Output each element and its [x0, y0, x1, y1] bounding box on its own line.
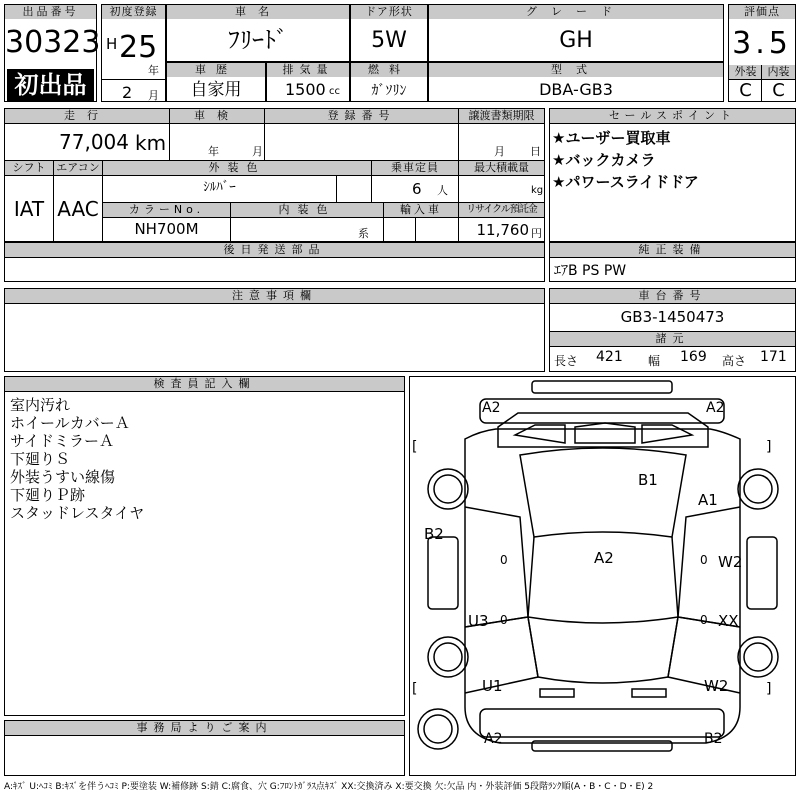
width-label: 幅 [648, 354, 661, 368]
inspector-note: スタッドレスタイヤ [10, 504, 145, 522]
chassis-number: GB3-1450473 [620, 308, 725, 326]
office-box [4, 720, 405, 776]
chassis-label: 車台番号 [550, 289, 795, 304]
chassis-box [549, 288, 796, 372]
later-parts-label: 後日発送部品 [5, 243, 544, 258]
equipment-value: ｴｱB PS PW [554, 263, 627, 279]
mark-u3: U3 [468, 612, 489, 630]
door-box [350, 4, 428, 62]
shift: IAT [13, 197, 45, 221]
legend: A:ｷｽﾞ U:ﾍｺﾐ B:ｷｽﾞを伴うﾍｺﾐ P:要塗装 W:補修跡 S:錆 C:腐食、穴 G:ﾌﾛﾝﾄｶﾞﾗｽ点ｷｽﾞ XX:交換済み X:要交換 欠:欠品 内・外装評価 5段階ﾗﾝｸ順(A・B・C・D・E) 2 [4, 782, 654, 792]
max-load-label: 最大積載量 [459, 161, 544, 175]
grade-label: グレード [429, 5, 723, 19]
mark-u1: U1 [482, 677, 503, 695]
inspector-note: ホイールカバーＡ [10, 414, 130, 432]
displacement: 1500 [285, 80, 326, 99]
ac-label: エアコン [54, 161, 102, 175]
bracket-right-top: ] [766, 439, 772, 455]
first-registration-label: 初度登録 [102, 5, 165, 19]
shift-label: シフト [5, 161, 53, 175]
fuel-label: 燃料 [351, 63, 427, 77]
height: 171 [760, 349, 787, 365]
mark-zero-right-2: 0 [700, 613, 708, 627]
sales-point-item: ★バックカメラ [552, 151, 656, 169]
inspection-label: 車検 [170, 109, 264, 123]
mark-a2-center: A2 [594, 549, 614, 567]
inspector-note: 外装うすい線傷 [10, 468, 116, 486]
exterior-grade-label: 外装 [729, 65, 762, 79]
history: 自家用 [190, 80, 242, 100]
grade: GH [559, 28, 593, 53]
transfer-month-unit: 月 [494, 145, 505, 158]
first-registration-month: 2 [122, 83, 133, 102]
fuel-box [350, 62, 428, 102]
height-label: 高さ [722, 354, 747, 368]
mark-a2-front-right: A2 [706, 400, 725, 416]
recycle-unit: 円 [531, 227, 542, 240]
inspector-label: 検査員記入欄 [5, 377, 404, 392]
month-unit: 月 [148, 89, 159, 102]
mark-a2-front-left: A2 [482, 400, 501, 416]
dimensions-label: 諸元 [550, 331, 795, 347]
lot-number-label: 出品番号 [5, 5, 96, 19]
seats-label: 乗車定員 [372, 161, 458, 175]
equipment-box [549, 242, 796, 282]
grade-box [428, 4, 724, 62]
mark-b2-rear-right: B2 [704, 731, 723, 747]
car-name-box [166, 4, 350, 62]
first-registration-year: 25 [119, 30, 158, 65]
fuel: ｶﾞｿﾘﾝ [371, 83, 407, 99]
displacement-label: 排気量 [267, 63, 349, 77]
color-no-label: カラーNo. [103, 203, 230, 217]
mark-xx: XX [718, 612, 739, 630]
transfer-day-unit: 日 [530, 145, 541, 158]
color-no: NH700M [134, 220, 199, 238]
inspector-note: 下廻りＳ [10, 450, 71, 468]
length: 421 [596, 349, 623, 365]
caution-label: 注意事項欄 [5, 289, 544, 304]
seats-unit: 人 [437, 184, 448, 197]
mileage: 77,004 [59, 130, 129, 154]
sales-point-item: ★ユーザー買取車 [552, 129, 671, 147]
max-load-unit: kg [531, 185, 544, 196]
mark-w2-rear: W2 [704, 677, 729, 695]
inspector-note: 室内汚れ [10, 396, 71, 414]
later-parts-box [4, 242, 545, 282]
ext-color: ｼﾙﾊﾞｰ [203, 180, 236, 195]
interior-grade-label: 内装 [762, 65, 795, 79]
inspector-note: サイドミラーＡ [10, 432, 114, 450]
car-name-label: 車名 [167, 5, 349, 19]
inspection-year-unit: 年 [208, 145, 219, 158]
score: 3.5 [732, 26, 792, 61]
reg-no-label: 登録番号 [265, 109, 458, 123]
mark-zero-left: 0 [500, 553, 508, 567]
air-conditioner: AAC [57, 197, 99, 221]
lot-number: 30323 [5, 25, 101, 60]
mark-a1: A1 [698, 491, 718, 509]
history-label: 車歴 [167, 63, 265, 77]
bracket-left-bottom: [ [412, 681, 418, 697]
mileage-label: 走行 [5, 109, 169, 123]
mileage-unit: km [135, 131, 167, 155]
first-listing-badge: 初出品 [7, 69, 94, 101]
inspector-note: 下廻りＰ跡 [10, 486, 86, 504]
recycle-label: リサイクル預託金 [459, 203, 544, 217]
mark-b1: B1 [638, 471, 658, 489]
model-code: DBA-GB3 [539, 80, 613, 99]
door-type: 5W [371, 28, 407, 53]
inspection-month-unit: 月 [252, 145, 263, 158]
recycle-fee: 11,760 [476, 221, 529, 239]
sales-point-item: ★パワースライドドア [552, 173, 699, 191]
door-label: ドア形状 [351, 5, 427, 19]
first-registration-era: H [106, 35, 118, 53]
office-label: 事務局よりご案内 [5, 721, 404, 736]
history-box [166, 62, 266, 102]
seats: 6 [412, 180, 422, 198]
displacement-box [266, 62, 350, 102]
int-color-unit: 系 [358, 227, 369, 240]
inspector-box [4, 376, 405, 716]
ext-color-label: 外装色 [103, 161, 371, 175]
caution-box [4, 288, 545, 372]
equipment-label: 純正装備 [550, 243, 795, 258]
displacement-unit: cc [329, 86, 340, 97]
mark-zero-right: 0 [700, 553, 708, 567]
sales-points-label: セールスポイント [550, 109, 795, 124]
mark-a2-rear-left: A2 [484, 731, 503, 747]
bracket-right-bottom: ] [766, 681, 772, 697]
bracket-left-top: [ [412, 439, 418, 455]
width: 169 [680, 349, 707, 365]
spec-table [4, 108, 545, 242]
model-box [428, 62, 724, 102]
interior-grade: C [772, 80, 785, 101]
length-label: 長さ [554, 354, 579, 368]
model-label: 型式 [429, 63, 723, 77]
mark-zero-left-2: 0 [500, 613, 508, 627]
int-color-label: 内装色 [231, 203, 383, 217]
exterior-grade: C [739, 80, 752, 101]
year-unit: 年 [148, 64, 159, 77]
score-label: 評価点 [729, 5, 795, 19]
sales-points-box [549, 108, 796, 242]
mark-b2: B2 [424, 525, 444, 543]
car-diagram [410, 377, 795, 775]
transfer-label: 譲渡書類期限 [459, 109, 544, 123]
import-label: 輸入車 [384, 203, 458, 217]
score-box [728, 4, 796, 102]
first-registration-box [101, 4, 166, 102]
car-name: ﾌﾘｰﾄﾞ [228, 26, 288, 54]
mark-w2: W2 [718, 553, 743, 571]
damage-diagram-box [409, 376, 796, 776]
lot-number-box [4, 4, 101, 102]
